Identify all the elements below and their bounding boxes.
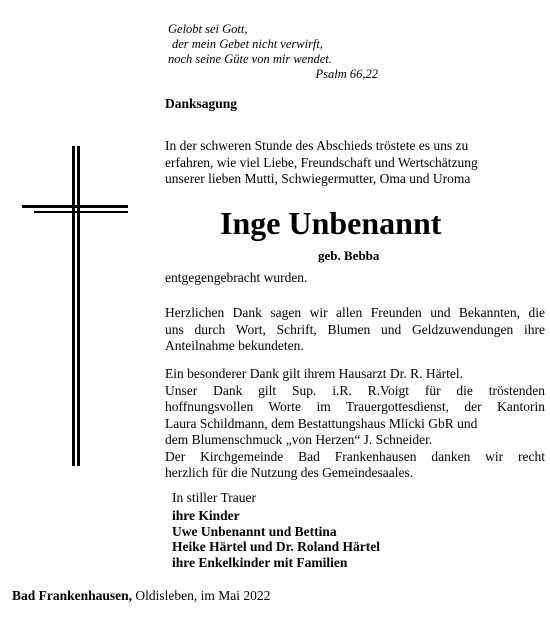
footer-place: Bad Frankenhausen, <box>12 588 133 603</box>
family-line: ihre Kinder <box>172 508 240 523</box>
quote-line: Gelobt sei Gott, <box>168 22 248 36</box>
text-line: erfahren, wie viel Liebe, Freundschaft und Wertschätzung <box>165 154 478 170</box>
deceased-name: Inge Unbenannt <box>220 205 442 241</box>
text-line: Anteilnahme bekundeten. <box>165 338 304 353</box>
family-signature <box>172 508 380 570</box>
quote-line: noch seine Güte von mir wendet. <box>168 52 332 66</box>
psalm-quote <box>168 22 378 82</box>
heading-danksagung: Danksagung <box>165 96 238 111</box>
text-line: unserer lieben Mutti, Schwiegermutter, Oma und Uroma <box>165 171 471 186</box>
text-line: In der schweren Stunde des Abschieds tröstete es uns zu <box>165 138 469 153</box>
text-line: uns durch Wort, Schrift, Blumen und Geldzuwendungen ihre <box>165 321 545 337</box>
family-line: ihre Enkelkinder mit Familien <box>172 554 348 570</box>
text-line: Unser Dank gilt Sup. i.R. R.Voigt für die tröstenden <box>165 382 545 398</box>
text-line: herzlich für die Nutzung des Gemeindesaales. <box>165 465 414 480</box>
quote-reference: Psalm 66,22 <box>315 67 378 81</box>
intro-paragraph <box>165 138 545 188</box>
closing-phrase: In stiller Trauer <box>172 490 256 505</box>
text-line: Herzlichen Dank sagen wir allen Freunden und Bekannten, die <box>165 305 545 320</box>
family-line: Heike Härtel und Dr. Roland Härtel <box>172 539 380 554</box>
text-line: Laura Schildmann, dem Bestattungshaus Mlicki GbR und <box>165 415 478 431</box>
quote-line: der mein Gebet nicht verwirft, <box>172 37 324 51</box>
after-name-text <box>165 270 545 287</box>
text-line: dem Blumenschmuck „von Herzen“ J. Schneider. <box>165 432 433 447</box>
text-line: entgegengebracht wurden. <box>165 270 308 285</box>
footer-place-date: Oldisleben, im Mai 2022 <box>132 588 271 603</box>
thanks-paragraph <box>165 305 545 355</box>
text-line: Ein besonderer Dank gilt ihrem Hausarzt Dr. R. Härtel. <box>165 366 464 381</box>
family-line: Uwe Unbenannt und Bettina <box>172 523 337 539</box>
special-thanks-paragraph <box>165 366 545 482</box>
text-line: Der Kirchgemeinde Bad Frankenhausen danken wir recht <box>165 448 545 464</box>
birth-name: geb. Bebba <box>318 248 380 263</box>
cross-icon <box>22 146 128 466</box>
place-date-footer <box>12 588 270 604</box>
text-line: hoffnungsvollen Worte im Trauergottesdienst, der Kantorin <box>165 399 545 414</box>
